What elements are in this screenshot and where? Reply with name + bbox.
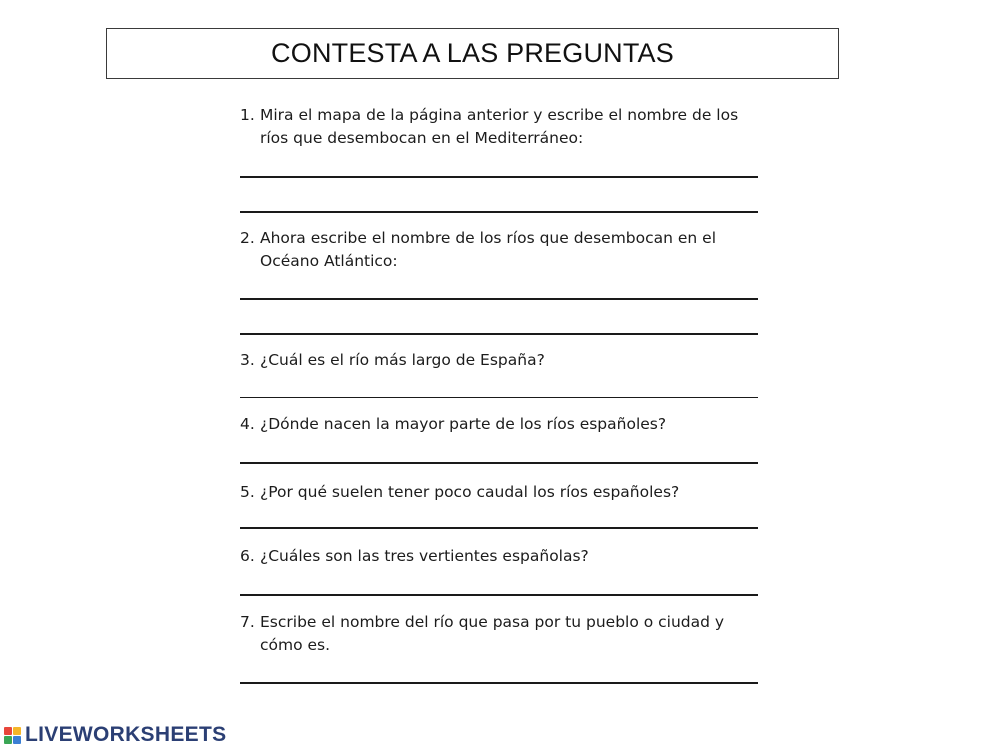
question-1: [240, 104, 760, 150]
logo-square-blue: [13, 736, 21, 744]
answer-line-3[interactable]: [240, 397, 758, 398]
question-number: 5.: [240, 483, 255, 501]
liveworksheets-logo-icon: [4, 727, 21, 744]
logo-square-yellow: [13, 727, 21, 735]
question-2: [240, 227, 760, 273]
question-text: ¿Por qué suelen tener poco caudal los ríos españoles?: [260, 483, 680, 501]
answer-line-6[interactable]: [240, 594, 758, 596]
title-box: [106, 28, 839, 79]
question-text: Mira el mapa de la página anterior y escribe el nombre de los ríos que desembocan en el Mediterráneo:: [260, 106, 739, 147]
question-4: [240, 413, 760, 436]
answer-line-5[interactable]: [240, 527, 758, 529]
question-6: [240, 545, 760, 568]
question-number: 3.: [240, 351, 255, 369]
logo-text: LIVEWORKSHEETS: [25, 723, 227, 746]
question-text: ¿Cuáles son las tres vertientes españolas?: [260, 547, 589, 565]
question-number: 7.: [240, 613, 255, 631]
question-number: 1.: [240, 106, 255, 124]
question-text: ¿Cuál es el río más largo de España?: [260, 351, 545, 369]
question-text: Ahora escribe el nombre de los ríos que desembocan en el Océano Atlántico:: [260, 229, 717, 270]
question-number: 2.: [240, 229, 255, 247]
question-3: [240, 349, 760, 372]
logo-square-red: [4, 727, 12, 735]
question-number: 4.: [240, 415, 255, 433]
question-text: ¿Dónde nacen la mayor parte de los ríos españoles?: [260, 415, 667, 433]
page-title: CONTESTA A LAS PREGUNTAS: [271, 38, 674, 68]
liveworksheets-logo[interactable]: [4, 722, 226, 748]
question-number: 6.: [240, 547, 255, 565]
answer-line-2a[interactable]: [240, 298, 758, 300]
question-text: Escribe el nombre del río que pasa por tu pueblo o ciudad y cómo es.: [260, 613, 725, 654]
question-7: [240, 611, 760, 657]
answer-line-7[interactable]: [240, 682, 758, 684]
question-5: [240, 481, 760, 504]
answer-line-1b[interactable]: [240, 211, 758, 213]
answer-line-2b[interactable]: [240, 333, 758, 335]
answer-line-1a[interactable]: [240, 176, 758, 178]
logo-square-green: [4, 736, 12, 744]
answer-line-4[interactable]: [240, 462, 758, 464]
